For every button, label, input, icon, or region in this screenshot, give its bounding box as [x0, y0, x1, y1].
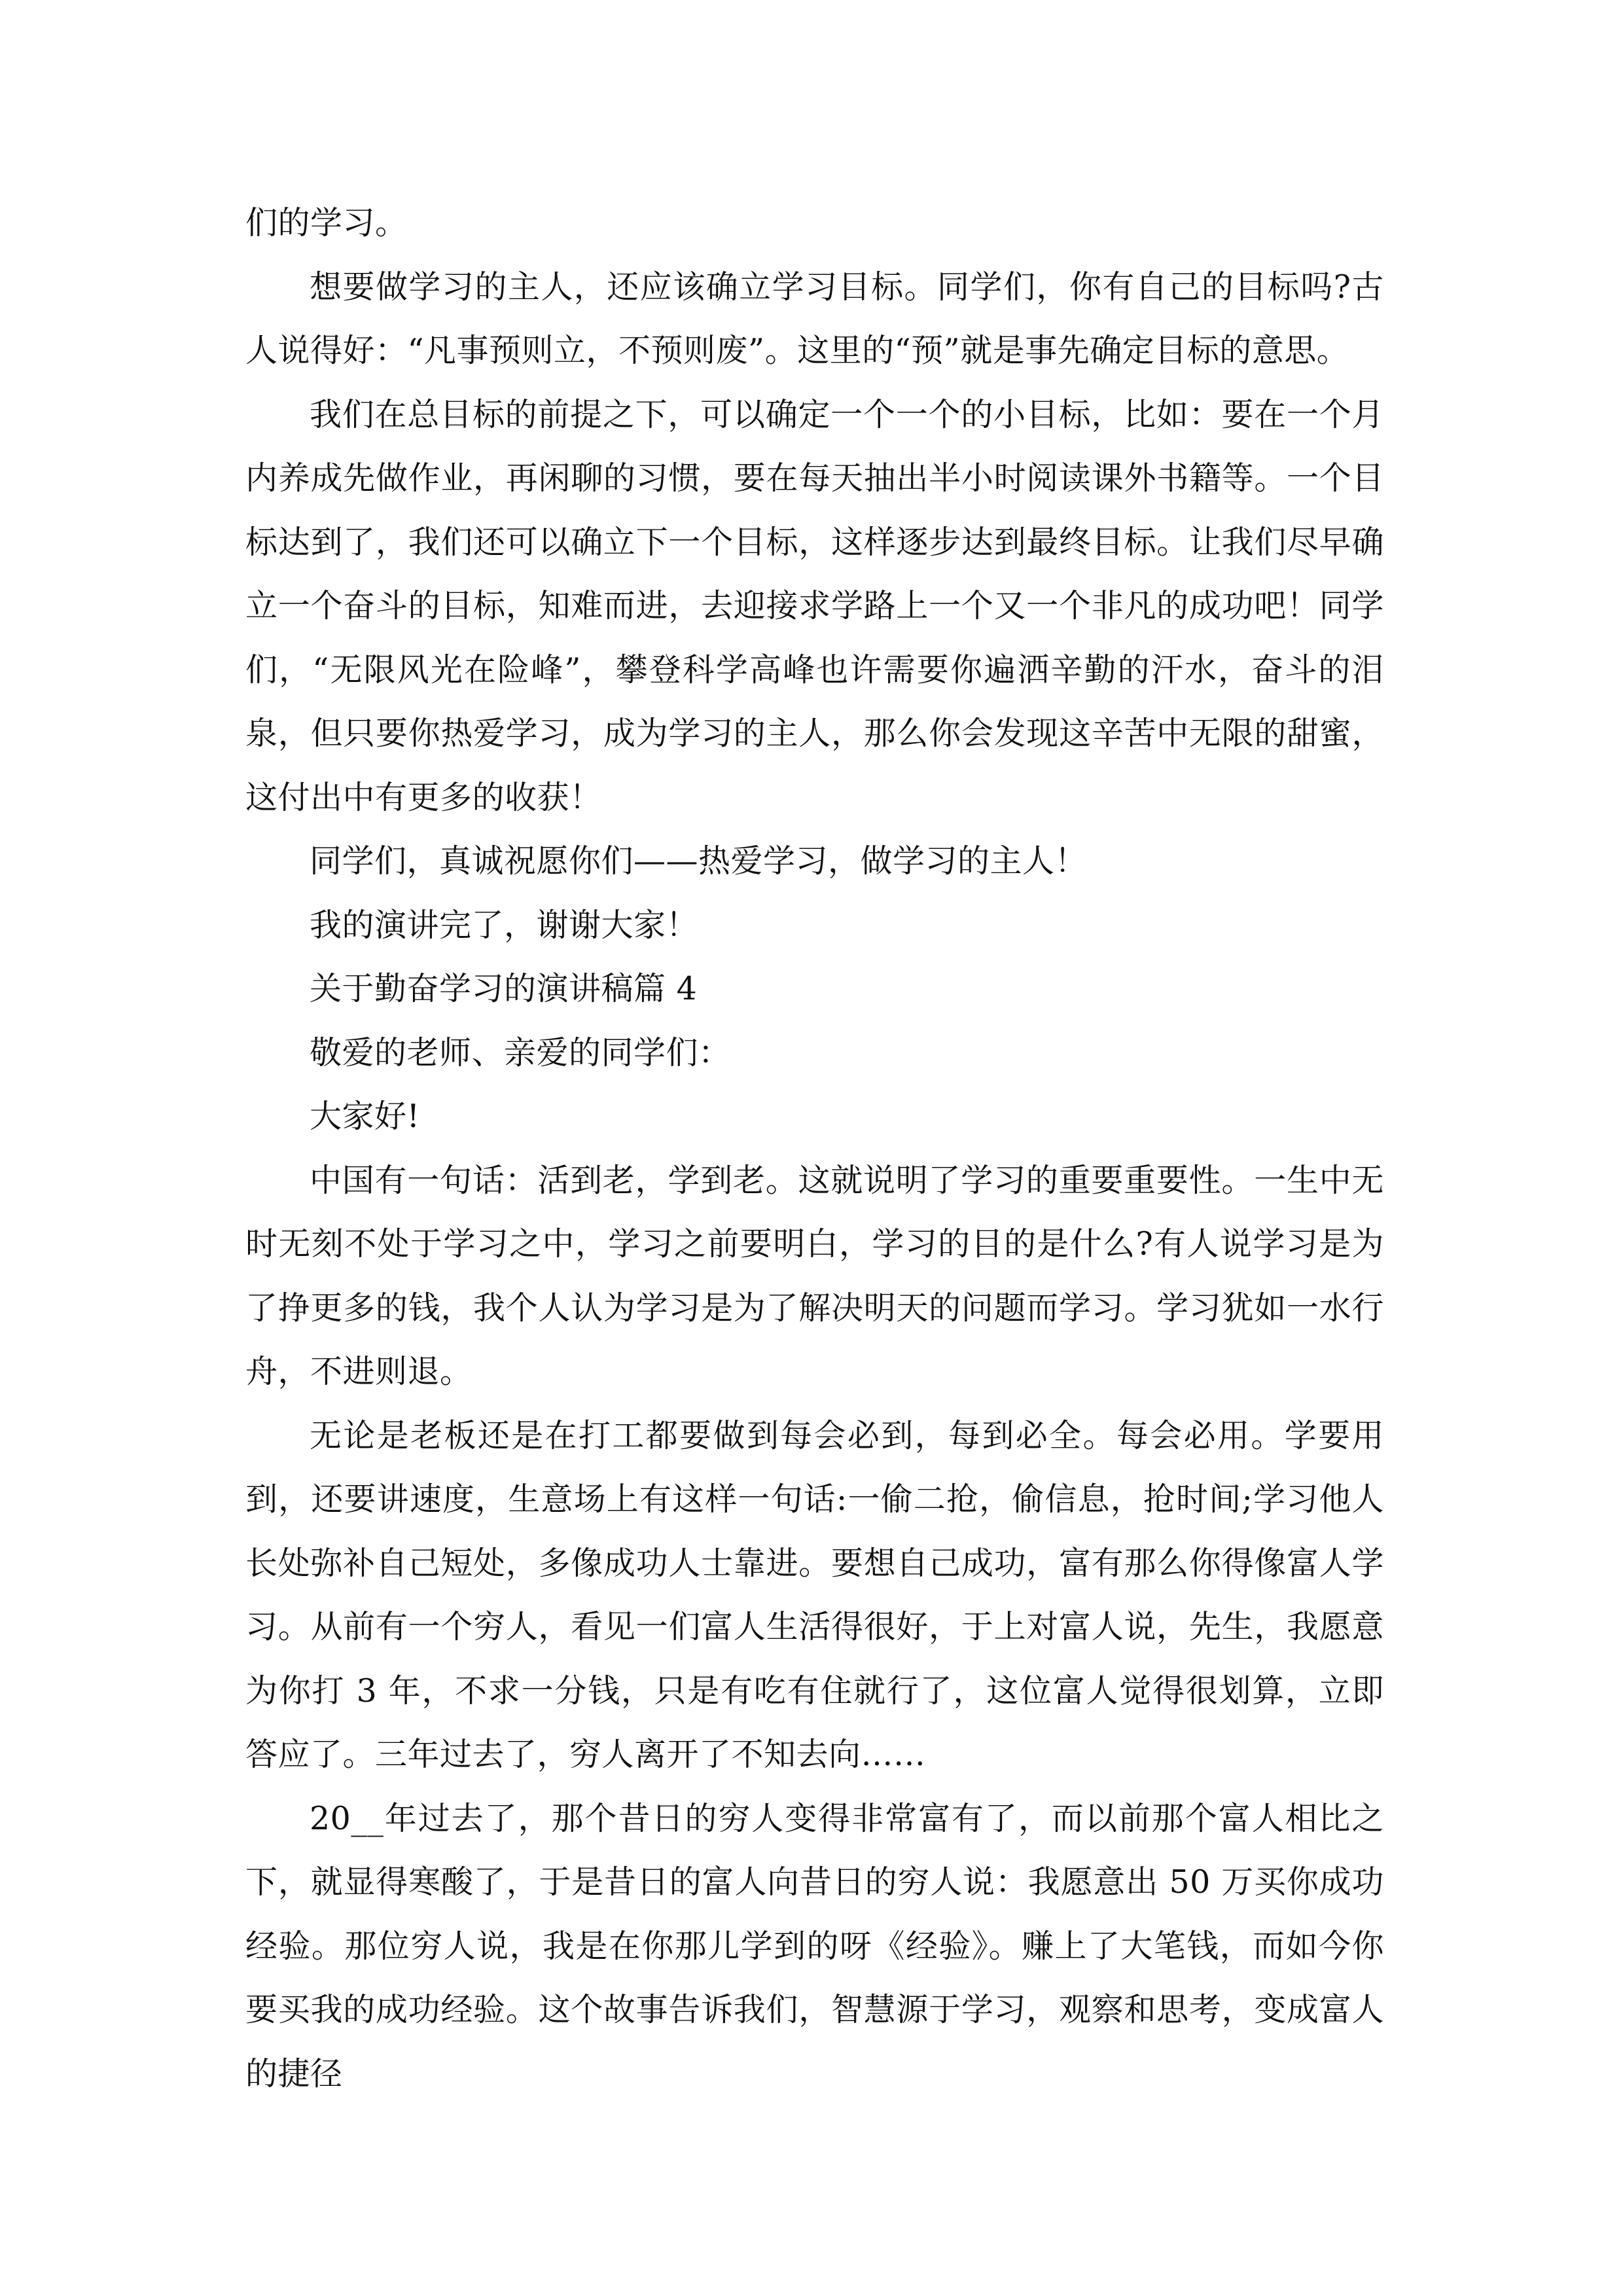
salutation: 敬爱的老师、亲爱的同学们： [310, 1033, 731, 1071]
paragraph-story-part-1: 无论是老板还是在打工都要做到每会必到，每到必全。每会必用。学要用到，还要讲速度，生意场上有这样一句话:一偷二抢，偷信息，抢时间;学习他人长处弥补自己短处，多像成功人士靠进。要想自己成功，富有那么你得像富人学习。从前有一个穷人，看见一们富人生活得很好，于上对富人说，先生，我愿意为你打 3 年，不求一分钱，只是有吃有住就行了，这位富人觉得很划算，立即答应了。三年过去了，穷人离开了不知去向…… [245, 1416, 1384, 1773]
paragraph-story-part-2: 20__年过去了，那个昔日的穷人变得非常富有了，而以前那个富人相比之下，就显得寒酸了，于是昔日的富人向昔日的穷人说：我愿意出 50 万买你成功经验。那位穷人说，我是在你那儿学到的呀《经验》。赚上了大笔钱，而如今你要买我的成功经验。这个故事告诉我们，智慧源于学习，观察和思考，变成富人的捷径 [245, 1799, 1384, 2092]
paragraph-small-goals: 我们在总目标的前提之下，可以确定一个一个的小目标，比如：要在一个月内养成先做作业，再闲聊的习惯，要在每天抽出半小时阅读课外书籍等。一个目标达到了，我们还可以确立下一个目标，这样逐步达到最终目标。让我们尽早确立一个奋斗的目标，知难而进，去迎接求学路上一个又一个非凡的成功吧！同学们，“无限风光在险峰”，攀登科学高峰也许需要你遍洒辛勤的汗水，奋斗的泪泉，但只要你热爱学习，成为学习的主人，那么你会发现这辛苦中无限的甜蜜，这付出中有更多的收获！ [245, 395, 1384, 816]
paragraph-continuation: 们的学习。 [245, 204, 408, 242]
section-heading: 关于勤奋学习的演讲稿篇 4 [310, 970, 698, 1007]
paragraph-wishes: 同学们，真诚祝愿你们——热爱学习，做学习的主人！ [310, 842, 1088, 880]
document-body [245, 191, 1384, 2106]
greeting: 大家好! [310, 1098, 420, 1135]
paragraph-learning-goal: 想要做学习的主人，还应该确立学习目标。同学们，你有自己的目标吗?古人说得好：“凡事预则立，不预则废”。这里的“预”就是事先确定目标的意思。 [245, 268, 1384, 369]
paragraph-lifelong-learning: 中国有一句话：活到老，学到老。这就说明了学习的重要重要性。一生中无时无刻不处于学习之中，学习之前要明白，学习的目的是什么?有人说学习是为了挣更多的钱，我个人认为学习是为了解决明天的问题而学习。学习犹如一水行舟，不进则退。 [245, 1161, 1384, 1390]
paragraph-closing: 我的演讲完了，谢谢大家！ [310, 906, 699, 944]
